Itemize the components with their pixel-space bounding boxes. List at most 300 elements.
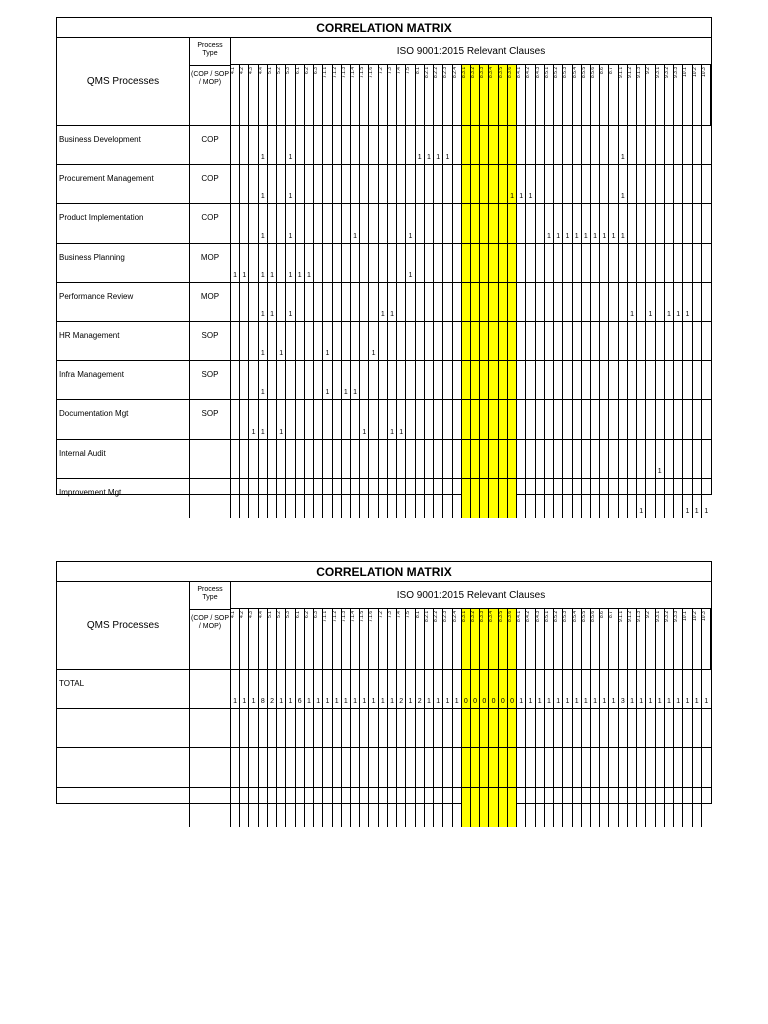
matrix-cell xyxy=(609,283,618,322)
cell-value: 1 xyxy=(427,698,431,706)
matrix-cell xyxy=(462,440,471,479)
matrix-cell xyxy=(231,788,240,827)
matrix-cell xyxy=(499,165,508,204)
clause-label: 8.3.1 xyxy=(460,67,467,79)
process-name: Documentation Mgt xyxy=(57,400,190,439)
matrix-cell xyxy=(305,361,314,400)
matrix-cell xyxy=(517,709,526,748)
matrix-cell xyxy=(536,479,545,518)
matrix-cell xyxy=(489,126,498,165)
matrix-cell xyxy=(443,670,452,709)
matrix-cell xyxy=(360,748,369,787)
process-name: Product Implementation xyxy=(57,204,190,243)
cell-value: 1 xyxy=(528,698,533,706)
matrix-cell xyxy=(342,400,351,439)
matrix-cell xyxy=(683,709,692,748)
matrix-cell xyxy=(342,244,351,283)
matrix-cell xyxy=(480,479,489,518)
matrix-cell xyxy=(333,244,342,283)
matrix-cell xyxy=(619,440,628,479)
cell-value: 1 xyxy=(353,698,358,706)
matrix-cell xyxy=(406,204,415,243)
matrix-cell xyxy=(554,748,563,787)
matrix-cell xyxy=(628,204,637,243)
process-type-header: Process Type xyxy=(190,38,231,66)
matrix-cell xyxy=(656,788,665,827)
matrix-cell xyxy=(314,748,323,787)
matrix-cell xyxy=(240,244,249,283)
cell-value: 2 xyxy=(399,698,404,706)
cell-value: 1 xyxy=(537,698,542,706)
matrix-cell xyxy=(609,204,618,243)
matrix-cell xyxy=(693,204,702,243)
process-type xyxy=(190,440,231,479)
matrix-cell xyxy=(305,709,314,748)
clause-label: 5.2 xyxy=(276,611,283,618)
matrix-cell xyxy=(351,440,360,479)
matrix-cell xyxy=(702,440,711,479)
cell-value: 1 xyxy=(270,310,274,318)
clause-label: 7.1.4 xyxy=(350,611,356,623)
matrix-cell xyxy=(563,479,572,518)
matrix-cell xyxy=(600,322,609,361)
matrix-cell xyxy=(249,322,258,361)
matrix-cell xyxy=(526,126,535,165)
clause-header-cell xyxy=(277,609,286,670)
matrix-cell xyxy=(637,709,646,748)
cell-value: 1 xyxy=(316,698,321,706)
matrix-cell xyxy=(369,479,378,518)
process-name: HR Management xyxy=(57,322,190,361)
matrix-cell xyxy=(268,400,277,439)
matrix-cell xyxy=(508,400,517,439)
matrix-cell xyxy=(462,283,471,322)
matrix-cell xyxy=(582,400,591,439)
matrix-cell xyxy=(351,322,360,361)
matrix-cell xyxy=(693,748,702,787)
matrix-cell xyxy=(406,361,415,400)
matrix-cell xyxy=(619,244,628,283)
matrix-cell xyxy=(406,283,415,322)
matrix-cell xyxy=(416,204,425,243)
cell-value: 1 xyxy=(325,350,330,358)
matrix-cell xyxy=(471,479,480,518)
clause-label: 7.1.3 xyxy=(340,611,347,623)
matrix-cell xyxy=(397,126,406,165)
matrix-cell xyxy=(637,479,646,518)
cell-value: 1 xyxy=(639,698,644,706)
clause-label: 6.2 xyxy=(303,611,310,618)
matrix-cell xyxy=(323,165,332,204)
matrix-cell xyxy=(369,709,378,748)
clause-label: 6.3 xyxy=(313,67,320,74)
cell-value: 0 xyxy=(482,698,487,706)
matrix-cell xyxy=(434,165,443,204)
matrix-cell xyxy=(591,788,600,827)
clause-label: 7.1.4 xyxy=(350,67,356,79)
matrix-cell xyxy=(268,709,277,748)
cell-value: 0 xyxy=(491,698,496,706)
matrix-cell xyxy=(249,283,258,322)
matrix-cell xyxy=(305,283,314,322)
matrix-cell xyxy=(646,322,655,361)
matrix-cell xyxy=(259,479,268,518)
clause-label: 6.1 xyxy=(294,611,301,618)
matrix-cell xyxy=(305,204,314,243)
matrix-cell xyxy=(665,748,674,787)
matrix-cell xyxy=(296,788,305,827)
matrix-cell xyxy=(573,670,582,709)
matrix-cell xyxy=(323,709,332,748)
process-name: Procurement Management xyxy=(57,165,190,204)
cell-value: 1 xyxy=(233,271,238,279)
cell-value: 1 xyxy=(408,698,413,706)
matrix-cell xyxy=(702,126,711,165)
matrix-cell xyxy=(600,165,609,204)
matrix-cell xyxy=(499,244,508,283)
matrix-cell xyxy=(591,361,600,400)
process-name xyxy=(57,788,190,827)
matrix-cell xyxy=(397,204,406,243)
matrix-cell xyxy=(554,126,563,165)
clause-label: 8.2.2 xyxy=(433,67,440,79)
matrix-cell xyxy=(489,709,498,748)
matrix-cell xyxy=(323,748,332,787)
matrix-cell xyxy=(665,709,674,748)
matrix-cell xyxy=(249,126,258,165)
matrix-cell xyxy=(646,748,655,787)
matrix-cell xyxy=(683,283,692,322)
iso-clauses-header: ISO 9001:2015 Relevant Clauses xyxy=(231,38,711,65)
matrix-cell xyxy=(526,479,535,518)
matrix-cell xyxy=(693,126,702,165)
clause-header-cell xyxy=(379,65,388,126)
matrix-cell xyxy=(323,788,332,827)
matrix-cell xyxy=(591,322,600,361)
cell-value: 1 xyxy=(251,428,256,436)
matrix-cell xyxy=(259,361,268,400)
matrix-cell xyxy=(379,400,388,439)
clause-label: 7.1.6 xyxy=(368,67,375,79)
matrix-cell xyxy=(609,126,618,165)
matrix-cell xyxy=(693,479,702,518)
matrix-cell xyxy=(471,440,480,479)
matrix-cell xyxy=(249,165,258,204)
matrix-cell xyxy=(702,748,711,787)
matrix-cell xyxy=(489,748,498,787)
matrix-cell xyxy=(314,361,323,400)
matrix-cell xyxy=(296,361,305,400)
clause-label: 8.5.6 xyxy=(590,67,596,79)
matrix-cell xyxy=(517,322,526,361)
matrix-cell xyxy=(314,322,323,361)
clause-label: 9.1.1 xyxy=(617,67,624,79)
clause-label: 4.3 xyxy=(248,67,255,74)
matrix-cell xyxy=(259,440,268,479)
matrix-cell xyxy=(526,670,535,709)
cell-value: 1 xyxy=(325,389,330,397)
matrix-cell xyxy=(397,322,406,361)
clause-header-cell xyxy=(637,609,646,670)
matrix-cell xyxy=(582,361,591,400)
matrix-cell xyxy=(425,400,434,439)
matrix-cell xyxy=(360,361,369,400)
matrix-cell xyxy=(425,788,434,827)
clause-header-cell xyxy=(406,609,415,670)
matrix-cell xyxy=(397,361,406,400)
matrix-cell xyxy=(489,361,498,400)
cell-value: 1 xyxy=(288,232,293,240)
correlation-matrix-2 xyxy=(56,561,712,804)
clause-label: 9.1.3 xyxy=(636,611,643,623)
matrix-cell xyxy=(379,361,388,400)
matrix-cell xyxy=(480,204,489,243)
matrix-cell xyxy=(674,204,683,243)
matrix-cell xyxy=(508,788,517,827)
matrix-cell xyxy=(609,400,618,439)
cell-value: 1 xyxy=(657,467,662,475)
cell-value: 1 xyxy=(694,698,699,706)
matrix-cell xyxy=(545,244,554,283)
matrix-cell xyxy=(693,322,702,361)
matrix-cell xyxy=(600,479,609,518)
matrix-cell xyxy=(342,361,351,400)
matrix-cell xyxy=(674,479,683,518)
matrix-cell xyxy=(453,440,462,479)
clause-header-cell xyxy=(268,65,277,126)
matrix-cell xyxy=(573,400,582,439)
matrix-cell xyxy=(508,440,517,479)
matrix-cell xyxy=(434,479,443,518)
matrix-cell xyxy=(591,126,600,165)
matrix-cell xyxy=(480,400,489,439)
matrix-cell xyxy=(249,361,258,400)
matrix-cell xyxy=(582,670,591,709)
matrix-cell xyxy=(268,204,277,243)
cell-value: 1 xyxy=(270,271,274,279)
matrix-cell xyxy=(249,479,258,518)
matrix-cell xyxy=(517,400,526,439)
matrix-cell xyxy=(286,440,295,479)
clause-label: 8.5.5 xyxy=(580,611,587,623)
matrix-cell xyxy=(323,283,332,322)
matrix-cell xyxy=(545,361,554,400)
clause-header-cell xyxy=(369,65,378,126)
matrix-cell xyxy=(536,440,545,479)
process-name: Business Development xyxy=(57,126,190,165)
matrix-cell xyxy=(702,322,711,361)
matrix-cell xyxy=(305,479,314,518)
matrix-cell xyxy=(342,709,351,748)
matrix-cell xyxy=(499,440,508,479)
matrix-cell xyxy=(480,322,489,361)
matrix-cell xyxy=(665,165,674,204)
matrix-cell xyxy=(702,283,711,322)
matrix-cell xyxy=(489,788,498,827)
matrix-cell xyxy=(453,126,462,165)
clause-label: 8.3.2 xyxy=(470,611,476,623)
matrix-cell xyxy=(489,440,498,479)
matrix-cell xyxy=(425,670,434,709)
cell-value: 1 xyxy=(547,698,551,706)
matrix-cell xyxy=(296,400,305,439)
matrix-cell xyxy=(397,709,406,748)
cell-value: 1 xyxy=(574,232,579,240)
matrix-cell xyxy=(277,361,286,400)
matrix-cell xyxy=(536,283,545,322)
matrix-cell xyxy=(563,440,572,479)
matrix-cell xyxy=(489,670,498,709)
matrix-cell xyxy=(286,283,295,322)
matrix-cell xyxy=(397,670,406,709)
matrix-cell xyxy=(536,244,545,283)
matrix-cell xyxy=(388,479,397,518)
matrix-cell xyxy=(333,670,342,709)
clause-label: 4.4 xyxy=(257,67,264,74)
matrix-cell xyxy=(249,400,258,439)
matrix-cell xyxy=(508,126,517,165)
clause-header-cell xyxy=(231,609,240,670)
cell-value: 1 xyxy=(297,271,302,279)
matrix-cell xyxy=(323,400,332,439)
matrix-cell xyxy=(351,709,360,748)
matrix-cell xyxy=(462,479,471,518)
clause-header-cell xyxy=(231,65,240,126)
cell-value: 1 xyxy=(620,193,625,201)
matrix-cell xyxy=(563,126,572,165)
matrix-cell xyxy=(628,788,637,827)
matrix-cell xyxy=(591,748,600,787)
matrix-cell xyxy=(665,244,674,283)
matrix-cell xyxy=(600,126,609,165)
matrix-cell xyxy=(499,283,508,322)
cell-value: 1 xyxy=(371,350,376,358)
matrix-cell xyxy=(416,322,425,361)
matrix-cell xyxy=(342,283,351,322)
cell-value: 1 xyxy=(639,507,644,515)
clause-label: 7.4 xyxy=(396,611,403,618)
matrix-cell xyxy=(656,165,665,204)
matrix-cell xyxy=(646,283,655,322)
matrix-cell xyxy=(573,709,582,748)
matrix-cell xyxy=(545,440,554,479)
matrix-cell xyxy=(545,748,554,787)
matrix-cell xyxy=(268,670,277,709)
cell-value: 1 xyxy=(436,154,441,162)
matrix-cell xyxy=(508,283,517,322)
matrix-cell xyxy=(517,283,526,322)
cell-value: 1 xyxy=(288,698,293,706)
matrix-cell xyxy=(600,400,609,439)
matrix-cell xyxy=(240,283,249,322)
matrix-cell xyxy=(702,479,711,518)
matrix-cell xyxy=(305,126,314,165)
matrix-cell xyxy=(323,204,332,243)
matrix-cell xyxy=(563,400,572,439)
matrix-cell xyxy=(351,748,360,787)
matrix-cell xyxy=(573,322,582,361)
matrix-cell xyxy=(342,126,351,165)
matrix-cell xyxy=(314,788,323,827)
matrix-cell xyxy=(379,165,388,204)
matrix-cell xyxy=(416,670,425,709)
matrix-cell xyxy=(471,709,480,748)
qms-processes-header: QMS Processes xyxy=(57,38,190,126)
matrix-cell xyxy=(480,361,489,400)
matrix-cell xyxy=(425,283,434,322)
matrix-cell xyxy=(656,322,665,361)
matrix-cell xyxy=(305,748,314,787)
matrix-cell xyxy=(323,670,332,709)
matrix-cell xyxy=(471,126,480,165)
matrix-cell xyxy=(563,204,572,243)
clause-header-cell xyxy=(259,609,268,670)
cell-value: 1 xyxy=(657,698,662,706)
matrix-cell xyxy=(683,165,692,204)
matrix-cell xyxy=(600,709,609,748)
clause-label: 5.1 xyxy=(266,611,273,618)
matrix-cell xyxy=(526,709,535,748)
clause-label: 9.3.3 xyxy=(673,611,680,623)
matrix-cell xyxy=(369,361,378,400)
matrix-cell xyxy=(314,709,323,748)
matrix-cell xyxy=(693,670,702,709)
matrix-cell xyxy=(240,400,249,439)
matrix-cell xyxy=(231,126,240,165)
matrix-cell xyxy=(425,479,434,518)
matrix-cell xyxy=(259,400,268,439)
clause-label: 8.5.2 xyxy=(553,611,560,623)
cell-value: 1 xyxy=(242,698,247,706)
matrix-cell xyxy=(573,244,582,283)
matrix-cell xyxy=(397,244,406,283)
clause-header-cell xyxy=(305,609,314,670)
clause-header-cell xyxy=(305,65,314,126)
matrix-cell xyxy=(646,244,655,283)
process-type: MOP xyxy=(190,283,231,322)
matrix-cell xyxy=(665,283,674,322)
matrix-cell xyxy=(425,165,434,204)
matrix-cell xyxy=(471,244,480,283)
clause-label: 10.2 xyxy=(691,611,698,621)
matrix-cell xyxy=(296,126,305,165)
matrix-cell xyxy=(369,748,378,787)
matrix-cell xyxy=(406,126,415,165)
clause-label: 10.1 xyxy=(682,611,689,621)
matrix-cell xyxy=(609,165,618,204)
matrix-cell xyxy=(360,244,369,283)
clause-label: 8.7 xyxy=(608,611,615,618)
matrix-cell xyxy=(526,748,535,787)
matrix-cell xyxy=(471,400,480,439)
matrix-cell xyxy=(656,283,665,322)
matrix-cell xyxy=(453,748,462,787)
matrix-cell xyxy=(379,788,388,827)
matrix-cell xyxy=(536,165,545,204)
matrix-cell xyxy=(609,748,618,787)
matrix-cell xyxy=(508,479,517,518)
matrix-cell xyxy=(268,440,277,479)
matrix-cell xyxy=(443,709,452,748)
clause-label: 7.4 xyxy=(396,67,403,74)
clause-label: 8.4.2 xyxy=(525,611,532,623)
cell-value: 1 xyxy=(260,350,265,358)
matrix-cell xyxy=(277,479,286,518)
matrix-cell xyxy=(554,788,563,827)
clause-label: 9.1.2 xyxy=(626,611,633,623)
matrix-cell xyxy=(443,479,452,518)
clause-label: 8.5.4 xyxy=(571,611,578,623)
